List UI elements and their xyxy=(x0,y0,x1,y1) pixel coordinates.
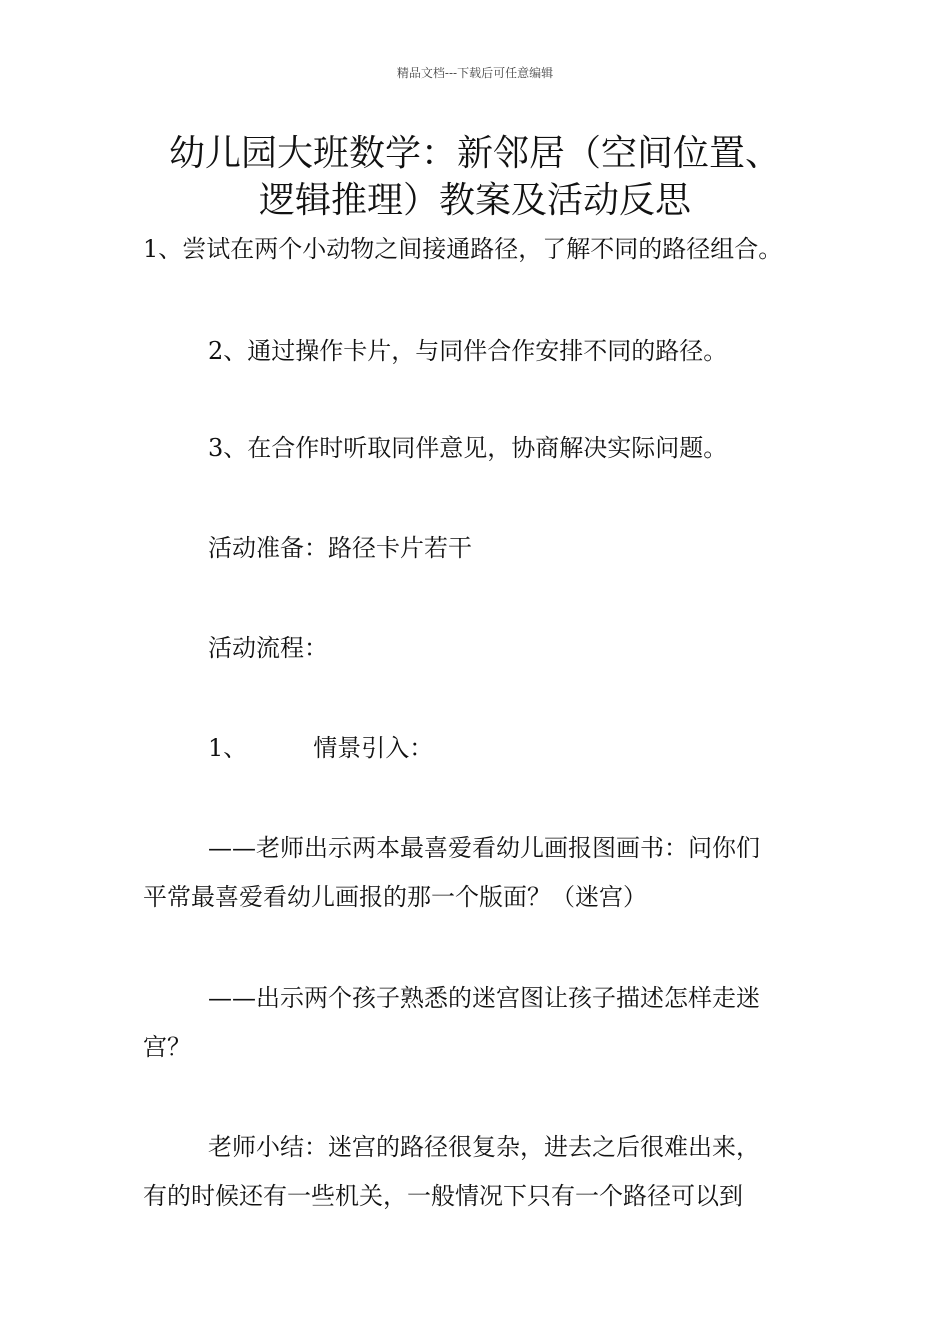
step-1-heading xyxy=(208,733,433,763)
header-note: 精品文档---下载后可任意编辑 xyxy=(396,66,554,80)
goal-1: 1、尝试在两个小动物之间接通路径，了解不同的路径组合。 xyxy=(143,235,783,263)
paragraph-2-line-1: ——出示两个孩子熟悉的迷宫图让孩子描述怎样走迷 xyxy=(208,984,760,1012)
activity-flow-heading: 活动流程： xyxy=(208,634,328,662)
paragraph-3-line-1: 老师小结：迷宫的路径很复杂，进去之后很难出来， xyxy=(208,1133,760,1161)
paragraph-1-line-2: 平常最喜爱看幼儿画报的那一个版面？（迷宫） xyxy=(143,883,647,911)
paragraph-2-line-2: 宫？ xyxy=(143,1033,191,1061)
paragraph-1-line-1: ——老师出示两本最喜爱看幼儿画报图画书：问你们 xyxy=(208,834,760,862)
paragraph-3-line-2: 有的时候还有一些机关，一般情况下只有一个路径可以到 xyxy=(143,1182,743,1210)
goal-2: 2、通过操作卡片，与同伴合作安排不同的路径。 xyxy=(208,337,728,365)
document-title-line-1: 幼儿园大班数学：新邻居（空间位置、 xyxy=(168,133,781,174)
step-1-text: 情景引入： xyxy=(313,734,434,762)
activity-preparation: 活动准备：路径卡片若干 xyxy=(208,534,472,562)
document-title-line-2: 逻辑推理）教案及活动反思 xyxy=(258,180,691,221)
step-1-number: 1、 xyxy=(208,734,248,762)
goal-3: 3、在合作时听取同伴意见，协商解决实际问题。 xyxy=(208,434,728,462)
